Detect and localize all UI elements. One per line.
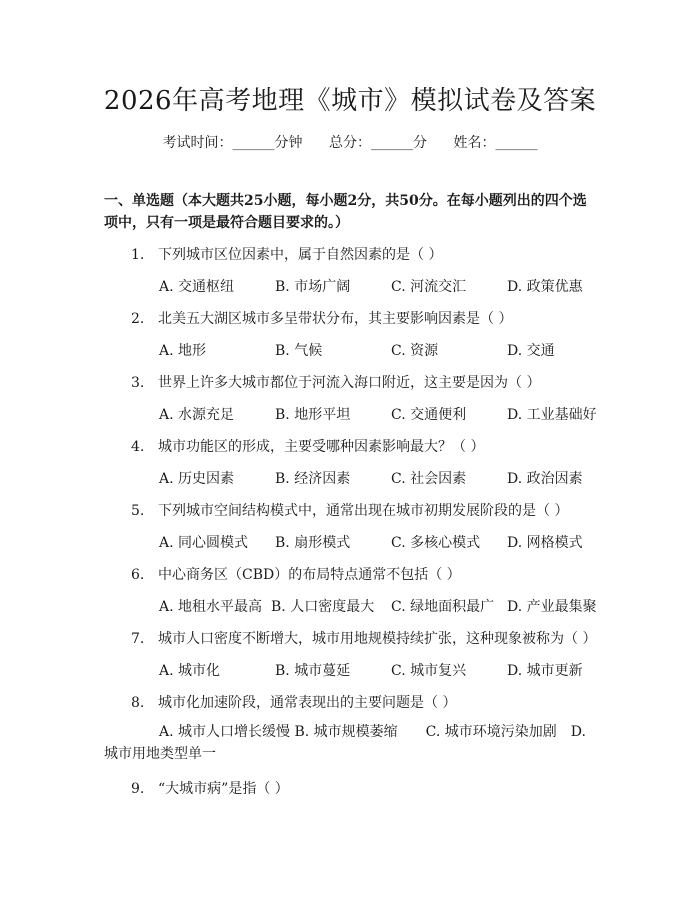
score-unit: 分	[413, 135, 427, 151]
option-a: A. 交通枢纽	[159, 279, 235, 295]
score-label: 总分：	[329, 135, 371, 151]
score-blank: ______	[371, 135, 413, 151]
option-a: A. 历史因素	[159, 471, 235, 487]
question-8-options: A. 城市人口增长缓慢 B. 城市规模萎缩 C. 城市环境污染加剧 D. 城市用地类型单一	[104, 724, 586, 762]
question-2	[131, 308, 512, 328]
question-number: 7.	[131, 631, 145, 647]
exam-time	[163, 135, 303, 151]
question-number: 2.	[131, 311, 145, 327]
question-text: 城市功能区的形成，主要受哪种因素影响最大？（ ）	[158, 439, 485, 455]
option-c: C. 河流交汇	[391, 279, 467, 295]
question-9	[131, 778, 289, 798]
option-a: A. 地形	[159, 343, 207, 359]
question-text: 世界上许多大城市都位于河流入海口附近，这主要是因为（ ）	[158, 375, 541, 391]
question-number: 4.	[131, 439, 145, 455]
option-b: B. 气候	[275, 343, 323, 359]
exam-title: 2026年高考地理《城市》模拟试卷及答案	[103, 86, 597, 116]
option-d: D. 网格模式	[507, 535, 583, 551]
option-d: D. 交通	[507, 343, 555, 359]
option-b: B. 扇形模式	[275, 535, 351, 551]
question-1	[131, 244, 442, 264]
question-7	[131, 628, 596, 648]
section-heading: 一、单选题（本大题共25小题，每小题2分，共50分。在每小题列出的四个选项中，只有一项是最符合题目要求的。）	[104, 193, 587, 231]
option-a: A. 同心圆模式	[159, 535, 249, 551]
option-d: D. 政策优惠	[507, 279, 583, 295]
time-label: 考试时间：	[162, 135, 233, 151]
question-number: 3.	[131, 375, 145, 391]
question-number: 6.	[131, 567, 145, 583]
name-blank: ______	[495, 135, 538, 151]
option-d: D. 产业最集聚	[507, 599, 597, 615]
question-number: 1.	[131, 247, 145, 263]
option-a: A. 城市化	[159, 663, 221, 679]
option-d: D. 城市更新	[507, 663, 583, 679]
option-c: C. 绿地面积最广	[391, 599, 495, 615]
question-number: 5.	[131, 503, 145, 519]
question-text: 城市人口密度不断增大，城市用地规模持续扩张，这种现象被称为（ ）	[158, 631, 597, 647]
question-text: “大城市病”是指（ ）	[158, 781, 289, 797]
question-3	[131, 372, 540, 392]
option-c: C. 交通便利	[391, 407, 467, 423]
question-text: 北美五大湖区城市多呈带状分布，其主要影响因素是（ ）	[158, 311, 513, 327]
option-c: C. 城市复兴	[391, 663, 467, 679]
option-c: C. 社会因素	[391, 471, 467, 487]
exam-meta	[0, 132, 700, 152]
name-label: 姓名：	[453, 135, 496, 151]
question-8	[131, 692, 456, 712]
question-text: 城市化加速阶段，通常表现出的主要问题是（ ）	[158, 695, 457, 711]
option-b: B. 人口密度最大	[271, 599, 375, 615]
option-a: A. 地租水平最高	[159, 599, 263, 615]
option-b: B. 经济因素	[275, 471, 351, 487]
option-c: C. 资源	[391, 343, 439, 359]
question-4	[131, 436, 484, 456]
option-b: B. 城市蔓延	[275, 663, 351, 679]
option-d: D. 政治因素	[507, 471, 583, 487]
time-blank: ______	[232, 135, 275, 151]
question-text: 中心商务区（CBD）的布局特点通常不包括（ ）	[158, 567, 461, 583]
option-a: A. 水源充足	[159, 407, 235, 423]
time-unit: 分钟	[274, 135, 303, 151]
question-5	[131, 500, 568, 520]
option-b: B. 地形平坦	[275, 407, 351, 423]
question-number: 9.	[131, 781, 145, 797]
option-c: C. 多核心模式	[391, 535, 481, 551]
question-6	[131, 564, 461, 584]
question-text: 下列城市空间结构模式中，通常出现在城市初期发展阶段的是（ ）	[158, 503, 569, 519]
exam-score	[329, 135, 427, 151]
exam-name	[453, 135, 537, 151]
option-d: D. 工业基础好	[507, 407, 597, 423]
option-b: B. 市场广阔	[275, 279, 351, 295]
question-text: 下列城市区位因素中，属于自然因素的是（ ）	[158, 247, 443, 263]
question-number: 8.	[131, 695, 145, 711]
